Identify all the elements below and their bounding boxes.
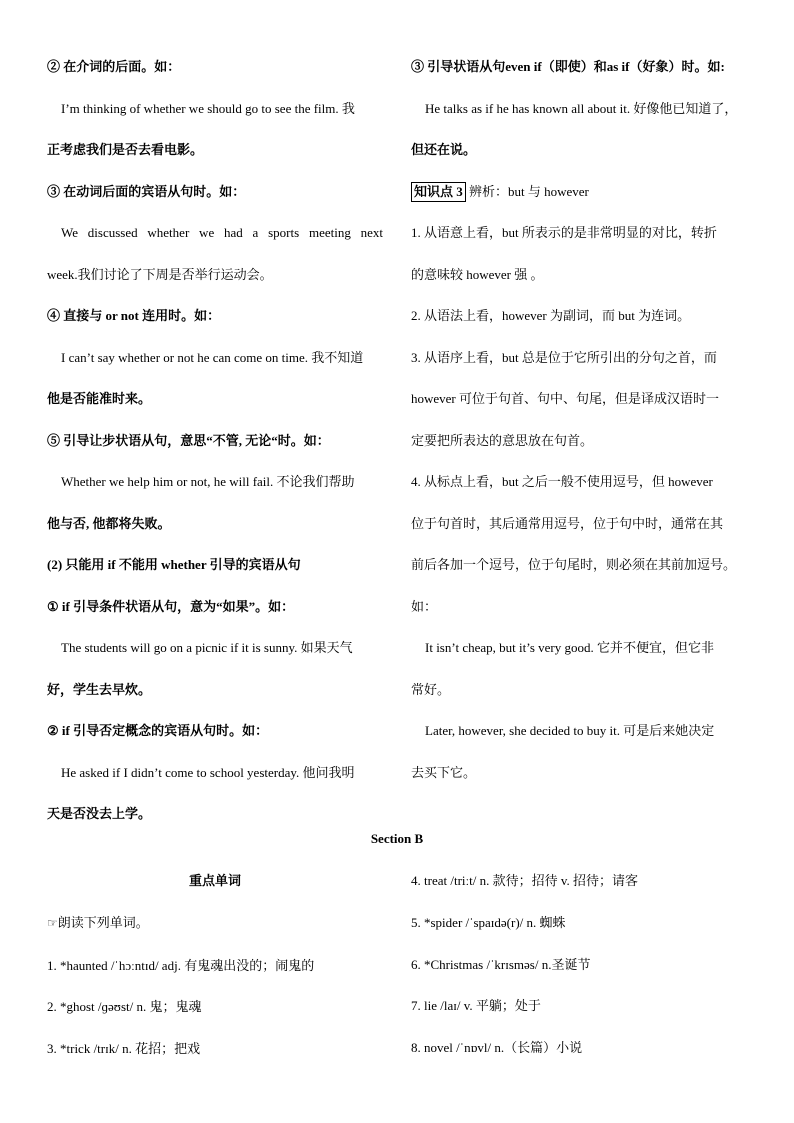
text-line: 的意味较 however 强 。 [411, 266, 544, 282]
section-title: Section B [370, 831, 424, 846]
pointing-hand-icon: ☞ [47, 915, 58, 930]
text-line: 前后各加一个逗号，位于句尾时，则必须在其前加逗号。 [411, 557, 737, 572]
text-line: Later, however, she decided to buy it. 可是后来她决定 [425, 723, 715, 738]
text-line: (2) 只能用 if 不能用 whether 引导的宾语从句 [47, 557, 301, 572]
text-line: ② 在介词的后面。如： [47, 59, 181, 74]
vocab-left-column [47, 860, 383, 1070]
knowledge-point-heading [411, 171, 756, 213]
vocab-left-list [47, 945, 383, 1070]
text-line: He asked if I didn’t come to school yesterday. 他问我明 [61, 764, 355, 780]
text-line: 但还在说。 [411, 142, 477, 157]
vocab-item: 1. *haunted /ˈhɔːntɪd/ adj. 有鬼魂出没的；闹鬼的 [47, 957, 315, 973]
right-column [411, 46, 756, 793]
right-items [411, 212, 756, 793]
right-intro [411, 46, 756, 171]
text-line: 常好。 [411, 681, 451, 697]
vocab-instruction-text: 朗读下列单词。 [57, 914, 149, 930]
text-line: 2. 从语法上看，however 为副词，而 but 为连词。 [411, 308, 691, 323]
text-line: ③ 引导状语从句even if（即使）和as if（好象）时。如: [411, 59, 725, 74]
text-line: ② if 引导否定概念的宾语从句时。如： [47, 723, 269, 738]
text-line: He talks as if he has known all about it. 好像他已知道了， [425, 100, 738, 116]
vocab-item: 3. *trick /trɪk/ n. 花招；把戏 [47, 1041, 201, 1057]
text-line: 定要把所表达的意思放在句首。 [411, 432, 594, 448]
text-line: The students will go on a picnic if it is sunny. 如果天气 [61, 640, 353, 655]
knowledge-point-box: 知识点 3 [411, 182, 466, 202]
text-line: 去买下它。 [411, 764, 477, 780]
vocab-instruction [47, 902, 383, 945]
text-line: 正考虑我们是否去看电影。 [47, 142, 204, 157]
text-line: 如： [411, 598, 438, 614]
text-line: I can’t say whether or not he can come on time. 我不知道 [61, 349, 364, 365]
text-line: 4. 从标点上看，but 之后一般不使用逗号，但 however [411, 474, 713, 489]
text-line: however 可位于句首、句中、句尾，但是译成汉语时一 [411, 391, 720, 406]
text-line: ① if 引导条件状语从句，意为“如果”。如： [47, 598, 295, 614]
text-line: 位于句首时，其后通常用逗号，位于句中时，通常在其 [411, 515, 724, 531]
text-line: It isn’t cheap, but it’s very good. 它并不便宜，但它非 [425, 640, 714, 655]
text-line: 他与否, 他都将失败。 [47, 515, 171, 531]
left-column [47, 46, 383, 835]
vocab-heading: 重点单词 [188, 873, 241, 888]
text-line: I’m thinking of whether we should go to see the film. 我 [61, 100, 355, 116]
text-line: ④ 直接与 or not 连用时。如： [47, 308, 221, 323]
text-line: ⑤ 引导让步状语从句，意思“不管, 无论“时。如： [47, 432, 330, 448]
text-line: We discussed whether we had a sports meeting next [61, 225, 383, 240]
vocab-item: 5. *spider /ˈspaɪdə(r)/ n. 蜘蛛 [411, 914, 566, 930]
vocab-item: 7. lie /laɪ/ v. 平躺；处于 [411, 998, 541, 1014]
text-line: 1. 从语意上看，but 所表示的是非常明显的对比，转折 [411, 225, 717, 240]
text-line: 3. 从语序上看，but 总是位于它所引出的分句之首，而 [411, 349, 717, 365]
text-line: 天是否没去上学。 [47, 806, 152, 821]
text-line: week.我们讨论了下周是否举行运动会。 [47, 266, 273, 282]
vocab-item: 4. treat /triːt/ n. 款待；招待 v. 招待；请客 [411, 873, 638, 888]
text-line: ③ 在动词后面的宾语从句时。如： [47, 183, 246, 199]
knowledge-point-title: 辨析：but 与 however [469, 183, 589, 199]
text-line: Whether we help him or not, he will fail. 不论我们帮助 [61, 474, 355, 489]
vocab-item: 6. *Christmas /ˈkrɪsməs/ n.圣诞节 [411, 956, 591, 972]
text-line: 好，学生去早炊。 [47, 681, 152, 697]
text-line: 他是否能准时来。 [47, 391, 152, 406]
vocab-right-list [411, 860, 756, 1069]
vocab-item: 2. *ghost /ɡəʊst/ n. 鬼；鬼魂 [47, 999, 202, 1015]
vocab-right-column [411, 860, 756, 1069]
vocab-item: 8. novel /ˈnɒvl/ n.（长篇）小说 [411, 1040, 583, 1056]
